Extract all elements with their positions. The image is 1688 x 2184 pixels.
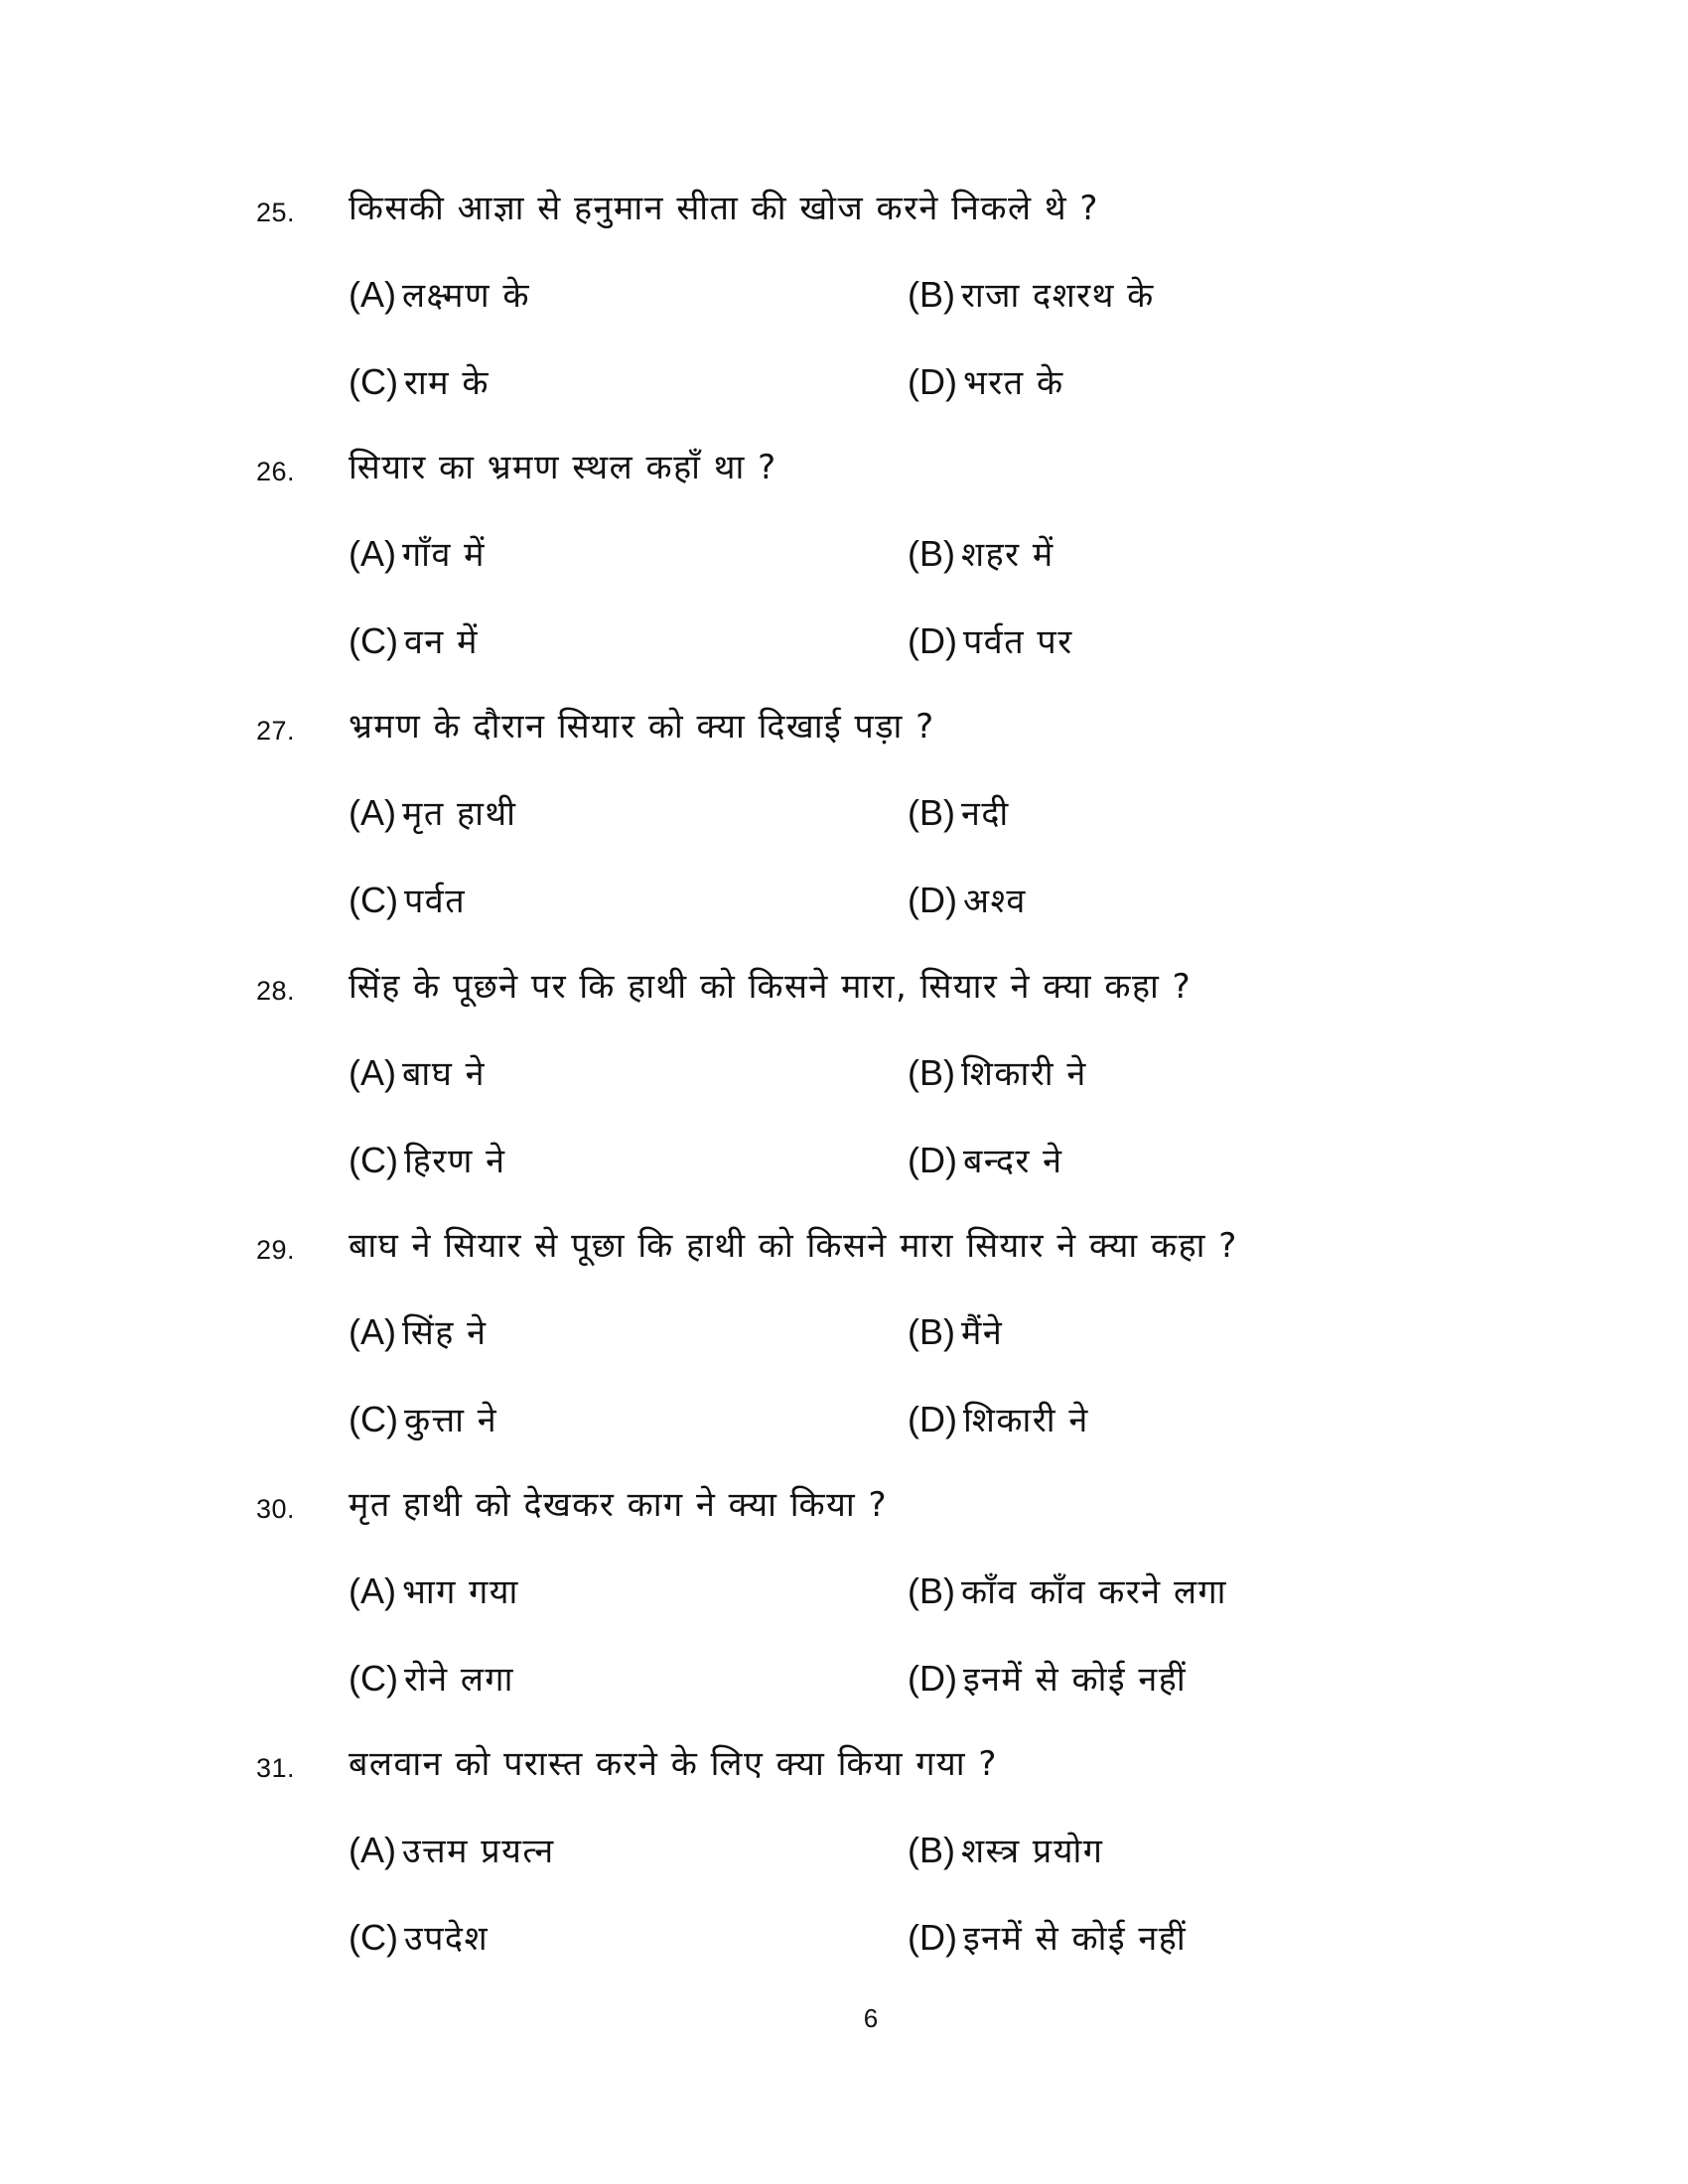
option-text: नदी — [961, 794, 1010, 834]
option-text: काँव काँव करने लगा — [961, 1572, 1227, 1612]
question-29 — [256, 1221, 1547, 1455]
page-number: 6 — [863, 2003, 879, 2033]
option-label: (A) — [349, 1570, 396, 1611]
option-text: राम के — [403, 363, 490, 403]
option-label: (B) — [908, 792, 955, 833]
option-label: (A) — [349, 274, 396, 315]
option-b — [908, 271, 1155, 317]
option-b — [908, 530, 1055, 576]
option-label: (B) — [908, 1570, 955, 1611]
option-text: शिकारी ने — [961, 1054, 1087, 1094]
option-label: (C) — [349, 880, 398, 920]
option-label: (A) — [349, 1311, 396, 1352]
option-text: वन में — [403, 622, 479, 662]
option-label: (A) — [349, 1052, 396, 1093]
option-text: मैंने — [961, 1313, 1004, 1353]
question-text: भ्रमण के दौरान सियार को क्या दिखाई पड़ा ? — [349, 707, 935, 747]
question-25 — [256, 184, 1547, 418]
option-a — [349, 1049, 486, 1095]
question-number: 30. — [256, 1494, 296, 1524]
option-label: (C) — [349, 361, 398, 402]
option-label: (D) — [908, 620, 957, 661]
option-c — [349, 1655, 514, 1701]
option-text: लक्ष्मण के — [402, 276, 531, 316]
question-text: सियार का भ्रमण स्थल कहाँ था ? — [349, 448, 777, 487]
option-text: गाँव में — [402, 535, 486, 575]
option-d — [908, 617, 1073, 663]
option-label: (B) — [908, 1052, 955, 1093]
option-text: बन्दर ने — [962, 1142, 1063, 1181]
question-number: 29. — [256, 1235, 296, 1265]
option-label: (D) — [908, 1658, 957, 1699]
question-27 — [256, 702, 1547, 936]
option-label: (A) — [349, 1830, 396, 1870]
option-label: (A) — [349, 792, 396, 833]
question-number: 28. — [256, 976, 296, 1006]
option-label: (C) — [349, 1658, 398, 1699]
question-31 — [256, 1739, 1547, 1974]
question-number: 31. — [256, 1753, 296, 1783]
option-text: कुत्ता ने — [403, 1401, 498, 1440]
option-a — [349, 1568, 519, 1613]
option-text: इनमें से कोई नहीं — [962, 1919, 1188, 1959]
option-label: (A) — [349, 533, 396, 574]
option-label: (C) — [349, 1917, 398, 1958]
question-text: किसकी आज्ञा से हनुमान सीता की खोज करने निकले थे ? — [349, 189, 1099, 228]
option-c — [349, 1396, 497, 1441]
option-a — [349, 1827, 555, 1872]
option-label: (D) — [908, 1917, 957, 1958]
option-a — [349, 271, 530, 317]
option-b — [908, 789, 1010, 835]
option-text: पर्वत पर — [962, 622, 1073, 662]
option-label: (C) — [349, 620, 398, 661]
option-text: राजा दशरथ के — [961, 276, 1155, 316]
option-text: रोने लगा — [403, 1660, 514, 1700]
option-label: (C) — [349, 1140, 398, 1180]
option-d — [908, 877, 1027, 922]
question-text: बलवान को परास्त करने के लिए क्या किया गया ? — [349, 1744, 998, 1784]
option-text: भाग गया — [402, 1572, 519, 1612]
option-d — [908, 1137, 1063, 1182]
option-text: उत्तम प्रयत्न — [402, 1832, 555, 1871]
option-text: सिंह ने — [402, 1313, 488, 1353]
question-28 — [256, 962, 1547, 1196]
option-text: शस्त्र प्रयोग — [961, 1832, 1104, 1871]
option-d — [908, 1655, 1187, 1701]
question-text: सिंह के पूछने पर कि हाथी को किसने मारा, सियार ने क्या कहा ? — [349, 967, 1193, 1007]
option-label: (B) — [908, 1830, 955, 1870]
option-label: (D) — [908, 1399, 957, 1439]
question-26 — [256, 443, 1547, 677]
option-d — [908, 358, 1064, 404]
option-label: (D) — [908, 361, 957, 402]
question-number: 26. — [256, 457, 296, 486]
option-label: (B) — [908, 1311, 955, 1352]
option-c — [349, 877, 466, 922]
option-b — [908, 1308, 1003, 1354]
option-b — [908, 1827, 1103, 1872]
option-label: (D) — [908, 880, 957, 920]
option-c — [349, 358, 490, 404]
option-text: बाघ ने — [402, 1054, 486, 1094]
option-b — [908, 1049, 1087, 1095]
option-label: (C) — [349, 1399, 398, 1439]
option-label: (B) — [908, 533, 955, 574]
option-a — [349, 530, 486, 576]
option-text: मृत हाथी — [402, 794, 517, 834]
option-text: शिकारी ने — [962, 1401, 1089, 1440]
option-text: पर्वत — [403, 882, 467, 921]
option-c — [349, 1914, 489, 1960]
option-c — [349, 617, 479, 663]
option-text: शहर में — [961, 535, 1055, 575]
question-text: मृत हाथी को देखकर काग ने क्या किया ? — [349, 1485, 889, 1525]
option-a — [349, 789, 516, 835]
option-text: भरत के — [962, 363, 1064, 403]
option-b — [908, 1568, 1227, 1613]
option-text: इनमें से कोई नहीं — [962, 1660, 1188, 1700]
option-a — [349, 1308, 488, 1354]
option-d — [908, 1914, 1187, 1960]
option-label: (B) — [908, 274, 955, 315]
option-c — [349, 1137, 506, 1182]
question-text: बाघ ने सियार से पूछा कि हाथी को किसने मारा सियार ने क्या कहा ? — [349, 1226, 1238, 1266]
option-label: (D) — [908, 1140, 957, 1180]
option-d — [908, 1396, 1089, 1441]
question-number: 27. — [256, 716, 296, 746]
option-text: अश्व — [962, 882, 1027, 921]
question-number: 25. — [256, 198, 296, 227]
question-30 — [256, 1480, 1547, 1714]
option-text: उपदेश — [403, 1919, 490, 1959]
option-text: हिरण ने — [403, 1142, 506, 1181]
